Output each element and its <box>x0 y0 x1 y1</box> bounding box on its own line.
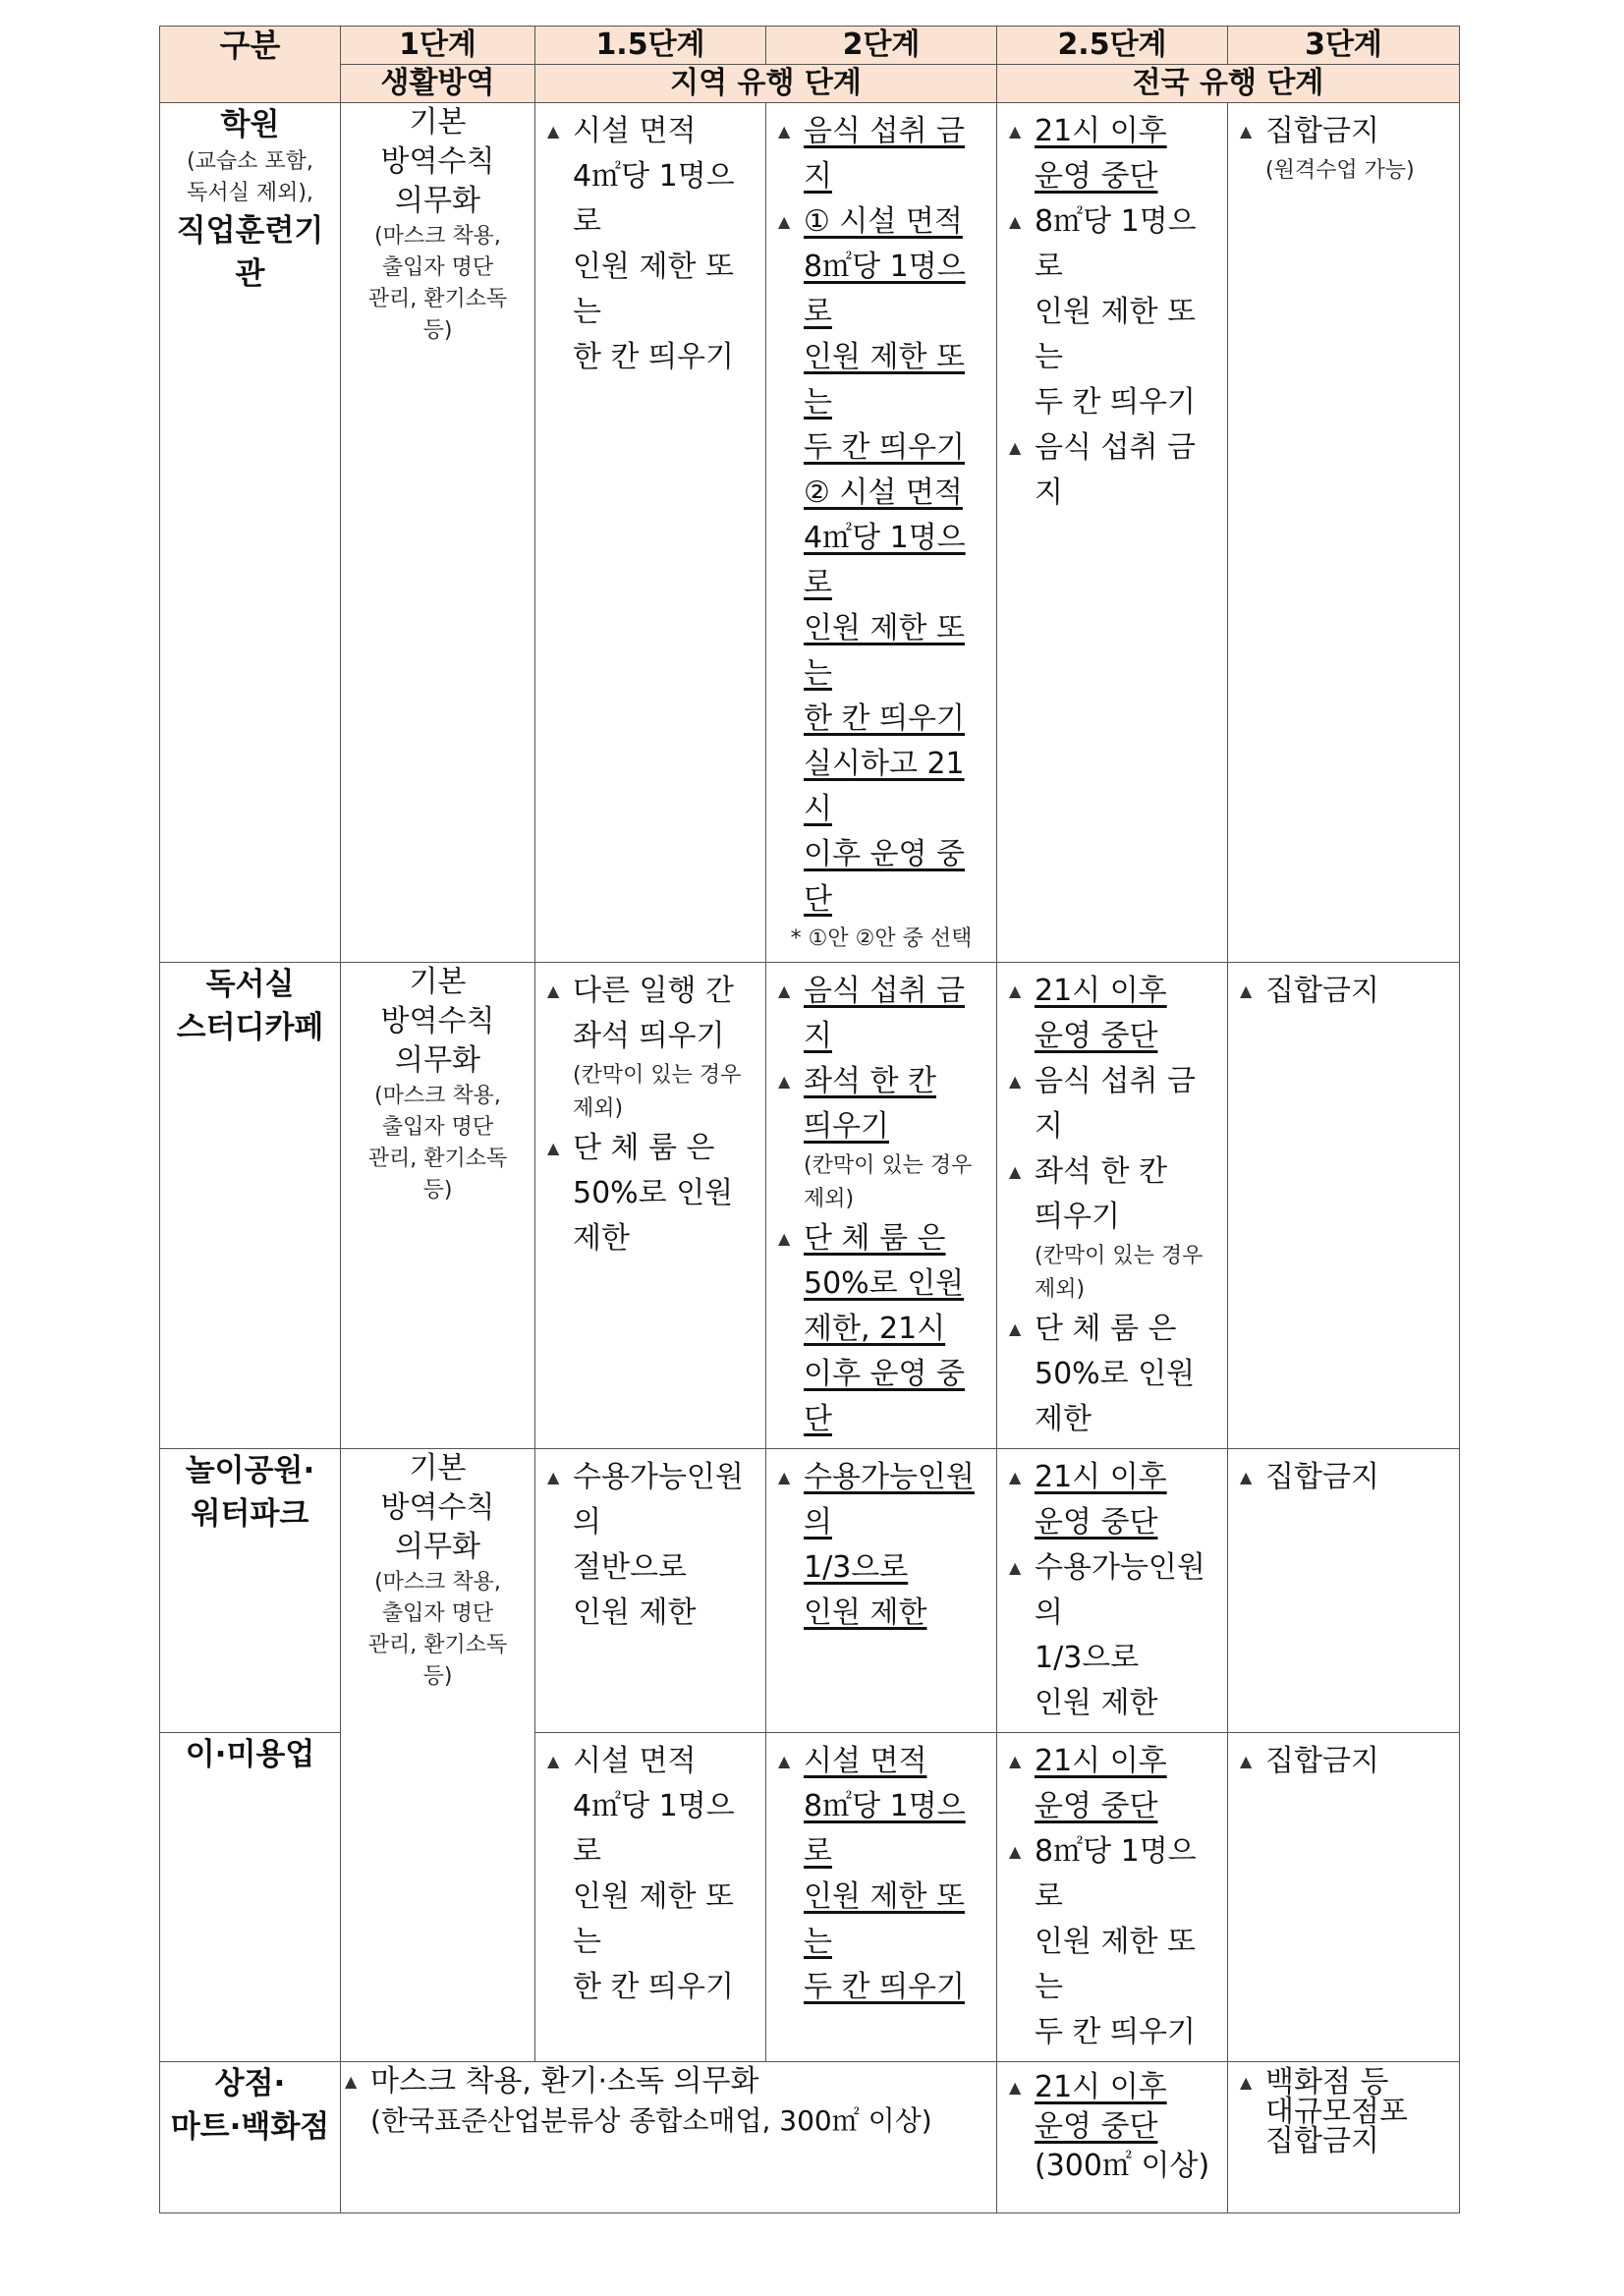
row-theme-park <box>160 1449 1460 1733</box>
list-item: 두 칸 띄우기 <box>804 1970 965 2004</box>
list-item: 50%로 인원 <box>573 1176 734 1210</box>
list-item: ▲ 다른 일행 간 <box>543 969 757 1014</box>
reading-stage1-cell <box>341 963 535 1449</box>
list-item: ▲ 집합금지 <box>1236 1739 1451 1784</box>
list-item: ▲ 마스크 착용, 환기·소독 의무화 <box>341 2062 996 2101</box>
list-item: (300㎡ 이상) <box>1035 2149 1210 2183</box>
list-item: 인원 제한 <box>573 1596 697 1630</box>
academy-stage2-cell <box>766 103 997 963</box>
triangle-bullet-icon: ▲ <box>778 212 791 231</box>
row-reading-room <box>160 963 1460 1449</box>
basic-sub-line: 등) <box>422 1664 453 1689</box>
list-item: 인원 제한 또는 <box>804 340 965 420</box>
academy-name: 학원 <box>220 107 280 142</box>
list-item: 집합금지 <box>1265 2124 1379 2158</box>
basic-sub-line: 등) <box>422 1178 453 1203</box>
list-item: ▲ 음식 섭취 금지 <box>774 969 988 1059</box>
row-academy <box>160 103 1460 963</box>
list-item: 이후 운영 중단 <box>804 1357 965 1436</box>
list-item: 인원 제한 또는 <box>573 250 734 329</box>
list-item: 운영 중단 <box>1035 1019 1158 1053</box>
partition-note: (칸막이 있는 경우 <box>1035 1244 1204 1268</box>
list-item: ② 시설 면적 <box>804 476 963 510</box>
store-name-cell <box>160 2062 341 2213</box>
triangle-bullet-icon: ▲ <box>547 981 560 1000</box>
list-item: 4㎡당 1명으로 <box>573 1789 735 1869</box>
vocational-name-1: 직업훈련기 <box>176 213 324 249</box>
basic-sub-line: 관리, 환기소독 <box>367 1633 508 1657</box>
basic-sub-line: (마스크 착용, <box>374 1570 501 1595</box>
triangle-bullet-icon: ▲ <box>1009 1842 1022 1861</box>
academy-sub-1: (교습소 포함, <box>187 149 313 174</box>
list-item: ▲ 21시 이후 <box>1005 1739 1219 1784</box>
list-item: ▲ 음식 섭취 금지 <box>1005 1059 1219 1149</box>
list-item: ▲ 집합금지 <box>1236 969 1451 1014</box>
list-item: ▲ 시설 면적 <box>543 1739 757 1784</box>
list-item: ▲ 8㎡당 1명으로 <box>1005 1829 1219 1920</box>
triangle-bullet-icon: ▲ <box>547 1468 560 1486</box>
academy-stage25-cell <box>997 103 1228 963</box>
list-item: 4㎡당 1명으로 <box>804 521 966 600</box>
list-item: ▲ 음식 섭취 금지 <box>774 109 988 199</box>
header-row-stages <box>160 27 1460 65</box>
reading-stage15-cell <box>535 963 766 1449</box>
stage-2-5-header: 2.5단계 <box>997 27 1228 65</box>
list-item: ▲ 집합금지 <box>1236 1455 1451 1500</box>
triangle-bullet-icon: ▲ <box>778 1752 791 1770</box>
basic-main-line: 의무화 <box>395 184 480 218</box>
beauty-name-cell <box>160 1733 341 2062</box>
list-item: ▲ 시설 면적 <box>543 109 757 154</box>
list-item: 이후 운영 중단 <box>804 837 965 917</box>
list-item: 한 칸 띄우기 <box>804 701 965 736</box>
triangle-bullet-icon: ▲ <box>345 2072 358 2091</box>
list-item: ▲ 21시 이후 <box>1005 2068 1219 2107</box>
list-item: 인원 제한 또는 <box>804 1879 965 1959</box>
triangle-bullet-icon: ▲ <box>1009 2078 1022 2097</box>
triangle-bullet-icon: ▲ <box>778 122 791 140</box>
partition-note: 제외) <box>804 1187 855 1211</box>
triangle-bullet-icon: ▲ <box>547 122 560 140</box>
basic-sub-line: 출입자 명단 <box>381 1601 494 1626</box>
list-item: ▲ 수용가능인원의 <box>543 1455 757 1545</box>
partition-note: (칸막이 있는 경우 <box>804 1153 973 1178</box>
basic-main-line: 의무화 <box>395 1530 480 1564</box>
partition-note: 제외) <box>1035 1277 1086 1302</box>
triangle-bullet-icon: ▲ <box>778 1468 791 1486</box>
triangle-bullet-icon: ▲ <box>1240 2073 1253 2092</box>
list-item: 제한, 21시 <box>804 1312 946 1346</box>
partition-note: 제외) <box>573 1096 624 1121</box>
list-item: ▲ 21시 이후 <box>1005 1455 1219 1500</box>
list-item: 절반으로 <box>573 1550 687 1585</box>
triangle-bullet-icon: ▲ <box>1009 438 1022 457</box>
basic-main-line: 의무화 <box>395 1043 480 1078</box>
reading-stage25-cell <box>997 963 1228 1449</box>
group-regional-header: 지역 유행 단계 <box>535 65 997 103</box>
list-item: 8㎡당 1명으로 <box>804 1789 966 1869</box>
list-item: 운영 중단 <box>1035 159 1158 194</box>
list-item: 운영 중단 <box>1035 1505 1158 1540</box>
option-note: * ①안 ②안 중 선택 <box>790 926 973 951</box>
list-item: 인원 제한 또는 <box>573 1879 734 1959</box>
list-item: ▲ 21시 이후 <box>1005 109 1219 154</box>
triangle-bullet-icon: ▲ <box>1240 1752 1253 1770</box>
list-item: 한 칸 띄우기 <box>573 340 734 374</box>
triangle-bullet-icon: ▲ <box>778 981 791 1000</box>
basic-sub-line: (마스크 착용, <box>374 1084 501 1108</box>
basic-main-line: 기본 <box>409 105 467 140</box>
stage-2-header: 2단계 <box>766 27 997 65</box>
park-name-cell <box>160 1449 341 1733</box>
triangle-bullet-icon: ▲ <box>1009 1752 1022 1770</box>
basic-main-line: 방역수칙 <box>380 1490 495 1525</box>
academy-stage15-cell <box>535 103 766 963</box>
basic-sub-line: 관리, 환기소독 <box>367 1147 508 1171</box>
list-item: 제한 <box>573 1221 630 1256</box>
list-item: 운영 중단 <box>1035 1789 1158 1823</box>
stage-3-header: 3단계 <box>1228 27 1460 65</box>
beauty-stage3-cell <box>1228 1733 1460 2062</box>
stage-1-5-header: 1.5단계 <box>535 27 766 65</box>
triangle-bullet-icon: ▲ <box>1009 981 1022 1000</box>
basic-sub-line: 등) <box>422 318 453 343</box>
triangle-bullet-icon: ▲ <box>1009 1558 1022 1577</box>
group-daily-header: 생활방역 <box>341 65 535 103</box>
list-item: ▲ 음식 섭취 금지 <box>1005 425 1219 516</box>
category-header: 구분 <box>160 27 341 103</box>
beauty-name-line: 이·미용업 <box>185 1737 315 1772</box>
list-item: 제한 <box>1035 1402 1092 1436</box>
list-item: ▲ 집합금지 <box>1236 109 1451 154</box>
list-item: 띄우기 <box>804 1109 889 1144</box>
store-stage25-cell <box>997 2062 1228 2213</box>
reading-stage3-cell <box>1228 963 1460 1449</box>
list-item: 두 칸 띄우기 <box>1035 2015 1196 2049</box>
store-stage3-cell <box>1228 2062 1460 2213</box>
basic-sub-line: 관리, 환기소독 <box>367 287 508 311</box>
list-item: ▲ 단 체 룸 은 <box>774 1216 988 1261</box>
list-item: 한 칸 띄우기 <box>573 1970 734 2004</box>
partition-note: (칸막이 있는 경우 <box>573 1063 742 1088</box>
basic-main-line: 기본 <box>409 1451 467 1485</box>
park-beauty-stage1-cell <box>341 1449 535 2062</box>
reading-name-cell <box>160 963 341 1449</box>
list-item: 인원 제한 또는 <box>1035 1925 1196 2004</box>
store-name-line: 상점· <box>214 2066 286 2101</box>
basic-main-line: 방역수칙 <box>380 144 495 179</box>
basic-main-line: 방역수칙 <box>380 1004 495 1038</box>
park-stage2-cell <box>766 1449 997 1733</box>
list-item: 8㎡당 1명으로 <box>804 250 966 329</box>
basic-sub-line: 출입자 명단 <box>381 1115 494 1140</box>
header-row-groups <box>160 65 1460 103</box>
list-item: 인원 제한 <box>804 1596 927 1630</box>
triangle-bullet-icon: ▲ <box>547 1139 560 1157</box>
park-name-line: 놀이공원· <box>185 1453 315 1488</box>
park-stage3-cell <box>1228 1449 1460 1733</box>
list-item: 4㎡당 1명으로 <box>573 159 735 239</box>
list-item: ▲ 수용가능인원의 <box>774 1455 988 1545</box>
triangle-bullet-icon: ▲ <box>1240 122 1253 140</box>
list-item: ▲ ① 시설 면적 <box>774 199 988 245</box>
triangle-bullet-icon: ▲ <box>1009 1319 1022 1338</box>
triangle-bullet-icon: ▲ <box>1009 1072 1022 1091</box>
triangle-bullet-icon: ▲ <box>1009 212 1022 231</box>
triangle-bullet-icon: ▲ <box>547 1752 560 1770</box>
list-item: 운영 중단 <box>1035 2109 1158 2144</box>
park-stage25-cell <box>997 1449 1228 1733</box>
triangle-bullet-icon: ▲ <box>1009 1162 1022 1181</box>
list-item: ▲ 단 체 룸 은 <box>543 1126 757 1171</box>
list-item: 두 칸 띄우기 <box>1035 385 1196 420</box>
list-item: 50%로 인원 <box>1035 1357 1196 1391</box>
vocational-name-2: 관 <box>235 256 265 292</box>
list-item: 두 칸 띄우기 <box>804 430 965 465</box>
triangle-bullet-icon: ▲ <box>778 1229 791 1248</box>
remote-class-note: (원격수업 가능) <box>1265 158 1415 183</box>
list-item: ▲ 수용가능인원의 <box>1005 1545 1219 1636</box>
group-national-header: 전국 유행 단계 <box>997 65 1460 103</box>
park-name-line: 워터파크 <box>191 1496 309 1532</box>
academy-name-cell <box>160 103 341 963</box>
list-item: 띄우기 <box>1035 1200 1120 1234</box>
beauty-stage25-cell <box>997 1733 1228 2062</box>
list-item: ▲ 좌석 한 칸 <box>774 1059 988 1104</box>
beauty-stage2-cell <box>766 1733 997 2062</box>
reading-stage2-cell <box>766 963 997 1449</box>
list-item: (한국표준산업분류상 종합소매업, 300㎡ 이상) <box>370 2104 932 2137</box>
reading-name-line: 스터디카페 <box>176 1010 324 1045</box>
stage-1-header: 1단계 <box>341 27 535 65</box>
distancing-table <box>159 26 1460 2213</box>
list-item: 대규모점포 <box>1265 2095 1408 2129</box>
list-item: 인원 제한 <box>1035 1686 1158 1720</box>
list-item: ▲ 백화점 등 <box>1240 2065 1389 2100</box>
triangle-bullet-icon: ▲ <box>1009 122 1022 140</box>
row-store <box>160 2062 1460 2213</box>
list-item: ▲ 8㎡당 1명으로 <box>1005 199 1219 290</box>
list-item: ▲ 좌석 한 칸 <box>1005 1149 1219 1195</box>
triangle-bullet-icon: ▲ <box>1009 1468 1022 1486</box>
basic-sub-line: (마스크 착용, <box>374 224 501 249</box>
list-item: 좌석 띄우기 <box>573 1019 725 1053</box>
academy-sub-2: 독서실 제외), <box>187 181 313 205</box>
basic-sub-line: 출입자 명단 <box>381 255 494 280</box>
store-name-line: 마트·백화점 <box>170 2109 330 2145</box>
academy-stage3-cell <box>1228 103 1460 963</box>
triangle-bullet-icon: ▲ <box>1240 981 1253 1000</box>
triangle-bullet-icon: ▲ <box>778 1072 791 1091</box>
park-stage15-cell <box>535 1449 766 1733</box>
academy-stage1-cell <box>341 103 535 963</box>
list-item: ▲ 단 체 룸 은 <box>1005 1307 1219 1352</box>
basic-main-line: 기본 <box>409 965 467 999</box>
list-item: 실시하고 21시 <box>804 747 965 826</box>
list-item: 50%로 인원 <box>804 1266 965 1301</box>
list-item: 1/3으로 <box>804 1550 909 1585</box>
list-item: 1/3으로 <box>1035 1641 1140 1675</box>
list-item: 인원 제한 또는 <box>804 611 965 691</box>
list-item: ▲ 21시 이후 <box>1005 969 1219 1014</box>
reading-name-line: 독서실 <box>205 967 295 1002</box>
list-item: ▲ 시설 면적 <box>774 1739 988 1784</box>
store-stage1-2-cell <box>341 2062 997 2213</box>
list-item: 인원 제한 또는 <box>1035 295 1196 374</box>
triangle-bullet-icon: ▲ <box>1240 1468 1253 1486</box>
beauty-stage15-cell <box>535 1733 766 2062</box>
